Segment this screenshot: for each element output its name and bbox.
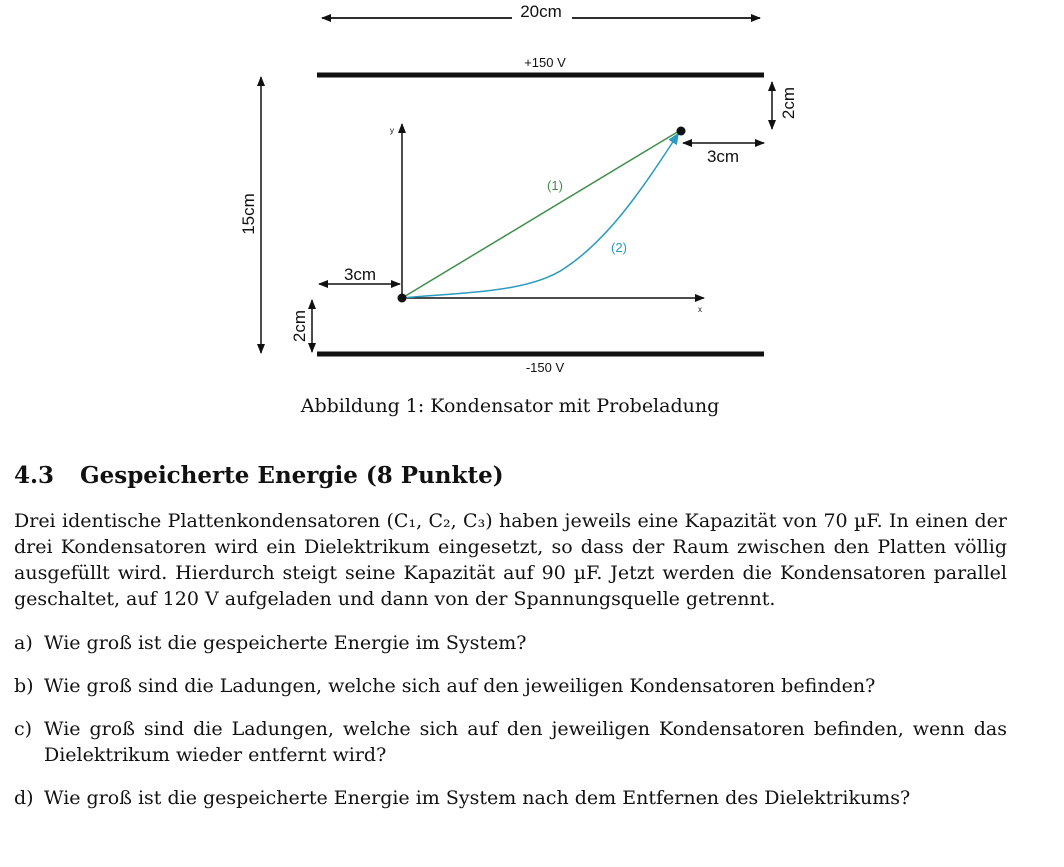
bottom-gap-label: 2cm bbox=[290, 309, 309, 343]
path-2-label: (2) bbox=[611, 240, 627, 255]
section-title: Gespeicherte Energie (8 Punkte) bbox=[80, 462, 504, 489]
question-label: a) bbox=[14, 632, 33, 654]
path-1 bbox=[402, 131, 679, 298]
section-heading bbox=[14, 462, 504, 489]
height-label: 15cm bbox=[239, 193, 258, 235]
question-c bbox=[14, 716, 1007, 768]
path-1-label: (1) bbox=[547, 178, 563, 193]
question-text: Wie groß sind die Ladungen, welche sich auf den jeweiligen Kondensatoren befinden? bbox=[44, 675, 876, 697]
problem-statement: Drei identische Plattenkondensatoren (C₁, C₂, C₃) haben jeweils eine Kapazität von 70 µF. In einen der drei Kondensatoren wird ein Dielektrikum eingesetzt, so dass der Raum zwischen den Platten völlig ausgefüllt wird. Hierdurch steigt seine Kapazität auf 90 µF. Jetzt werden die Kondensatoren parallel geschaltet, auf 120 V aufgeladen und dann von der Spannungsquelle getrennt. bbox=[14, 510, 1007, 610]
right-gap-label: 2cm bbox=[779, 86, 798, 120]
figure-caption: Abbildung 1: Kondensator mit Probeladung bbox=[300, 395, 720, 417]
end-offset-label: 3cm bbox=[706, 147, 740, 166]
bottom-plate-voltage: -150 V bbox=[525, 360, 565, 375]
question-a bbox=[14, 630, 1007, 656]
width-label: 20cm bbox=[520, 2, 562, 21]
origin-offset-label: 3cm bbox=[343, 265, 377, 284]
section-number: 4.3 bbox=[14, 462, 55, 489]
question-d bbox=[14, 785, 1007, 811]
question-text: Wie groß ist die gespeicherte Energie im System? bbox=[44, 632, 527, 654]
question-label: c) bbox=[14, 718, 33, 740]
question-text: Wie groß sind die Ladungen, welche sich auf den jeweiligen Kondensatoren befinden, wenn das Dielektrikum wieder entfernt wird? bbox=[44, 718, 1007, 766]
x-axis-label: x bbox=[698, 305, 702, 314]
capacitor-figure bbox=[0, 0, 1064, 390]
y-axis-label: y bbox=[390, 126, 394, 135]
question-b bbox=[14, 673, 1007, 699]
question-label: b) bbox=[14, 675, 34, 697]
question-label: d) bbox=[14, 787, 34, 809]
end-point bbox=[677, 127, 686, 136]
start-point bbox=[398, 294, 407, 303]
question-text: Wie groß ist die gespeicherte Energie im System nach dem Entfernen des Dielektrikums? bbox=[44, 787, 911, 809]
top-plate-voltage: +150 V bbox=[524, 55, 566, 70]
